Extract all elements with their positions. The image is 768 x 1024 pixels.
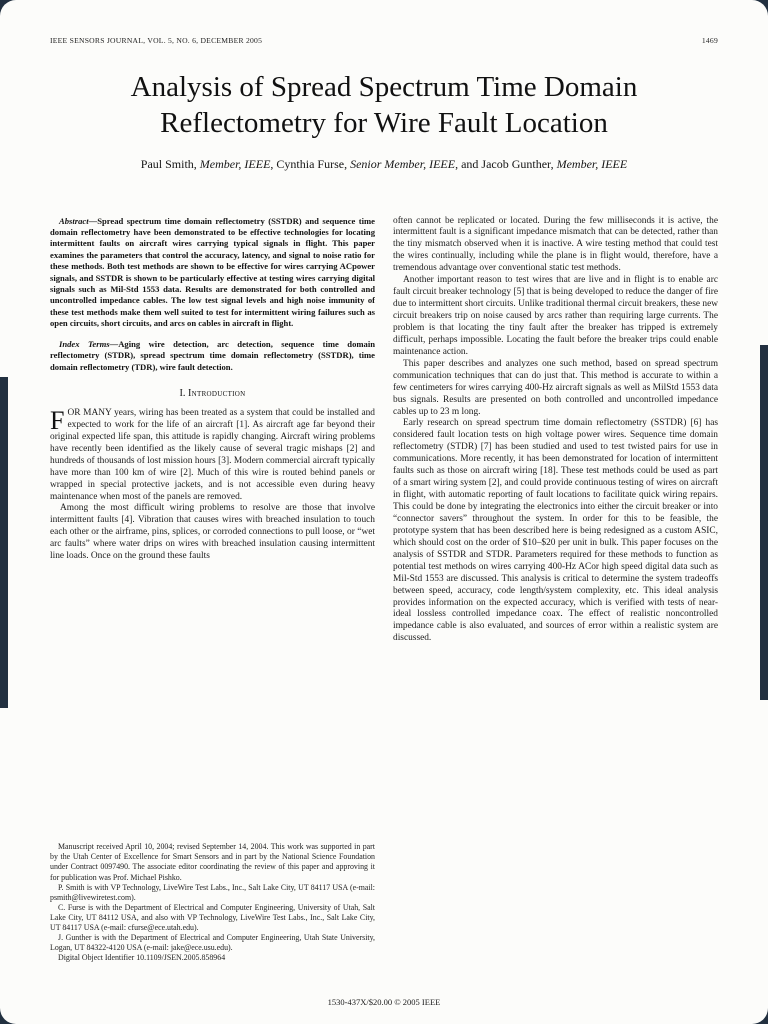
intro-paragraph-1: [50, 405, 375, 504]
author-role: Senior Member, IEEE: [350, 156, 456, 171]
page-number: 1469: [701, 36, 718, 45]
author-3: [481, 157, 627, 171]
page-header: [50, 36, 718, 45]
author-name: Jacob Gunther,: [481, 156, 557, 171]
author-role: Member, IEEE: [199, 156, 271, 171]
index-terms-text: Aging wire detection, arc detection, sequence time domain reflectometry (STDR), spread spectrum time domain reflectometry (SSTDR), time domain reflectometry (TDR), wire fault detection.: [50, 338, 375, 372]
section-title: Introduction: [187, 387, 246, 399]
copyright-notice: 1530-437X/$20.00 © 2005 IEEE: [327, 997, 441, 1007]
journal-line: IEEE SENSORS JOURNAL, VOL. 5, NO. 6, DECEMBER 2005: [50, 36, 263, 45]
section-heading-introduction: [50, 388, 375, 399]
intro-paragraph-2: Among the most difficult wiring problems to resolve are those that involve intermittent faults [4]. Vibration that causes wires with breached insulation to touch each other or the airframe, pins, splices, or corroded connections to pull loose, or “wet arc faults” where water drips on wires with breached insulation causing intermittent line loads. Once on the ground these faults: [50, 503, 375, 562]
author-separator: , and: [455, 156, 482, 171]
two-column-body: [50, 216, 718, 964]
footnote-author-smith: P. Smith is with VP Technology, LiveWire Test Labs., Inc., Salt Lake City, UT 84117 USA (e-mail: psmith@livewiretest.com).: [50, 882, 375, 902]
right-paragraph-3: This paper describes and analyzes one such method, based on spread spectrum communication techniques that can do just that. This method is accurate to within a few centimeters for wires carrying 400-Hz aircraft signals as well as MilStd 1553 data bus signals. Results are presented on both controlled and uncontrolled impedance cables up to 23 m long.: [393, 358, 718, 417]
abstract: [50, 216, 375, 330]
author-2: [276, 157, 481, 171]
right-paragraph-2: Another important reason to test wires that are live and in flight is to enable arc fault circuit breaker technology [5] that is being developed to reduce the danger of fire due to intermittent short circuits. Unlike traditional thermal circuit breakers, these new circuit breakers trip on noise caused by arcs rather than requiring large currents. The problem is that locating the tiny fault after the breaker has tripped is extremely difficult, perhaps impossible. Locating the fault before the breaker trips could enable maintenance action.: [393, 275, 718, 357]
author-name: Cynthia Furse,: [276, 156, 351, 171]
dropcap-letter: F: [50, 405, 65, 435]
author-line: [50, 157, 718, 172]
right-paragraph-1: often cannot be replicated or located. During the few milliseconds it is active, the intermittent fault is a significant impedance mismatch that can be detected, rather than the tiny mismatch observed when it is inactive. A wire testing method that could test the wires continually, including while the plane is in flight would, therefore, have a tremendous advantage over conventional static test methods.: [393, 215, 718, 274]
author-separator: ,: [270, 156, 277, 171]
paper-title: Analysis of Spread Spectrum Time Domain Reflectometry for Wire Fault Location: [130, 71, 638, 140]
author-1: [141, 157, 277, 171]
footnote-block: [50, 828, 375, 963]
page-footer: [0, 997, 768, 1007]
intro-paragraph-1-text: years, wiring has been treated as a system that could be installed and expected to work for the life of an aircraft [1]. As aircraft age far beyond their original expected life span, this attitude is rapidly changing. Aircraft wiring problems have recently been identified as the likely cause of several tragic mishaps [2] and hundreds of thousands of lost mission hours [3]. Modern commercial aircraft typically have more than 100 km of wire [2]. Much of this wire is routed behind panels or wrapped in special protective jackets, and is not accessible even during heavy maintenance when most of the panels are removed.: [50, 407, 375, 502]
right-paragraph-4: Early research on spread spectrum time domain reflectometry (SSTDR) [6] has considered fault location tests on high voltage power wires. Sequence time domain reflectometry (STDR) [7] has been studied and used to test twisted pairs for use in communications. More recently, it has been demonstrated for location of intermittent faults such as those on aircraft wiring [18]. These test methods could be used as part of a smart wiring system [2], and could provide continuous testing of wires on aircraft in flight, with automatic reporting of fault locations to facilitate quick wiring repairs. This could be done by integrating the electronics into either the circuit breaker or into “connector savers” throughout the system. In order for this to be feasible, the prototype system that has been described here is being redesigned as a custom ASIC, which should cost on the order of $10–$20 per unit in bulk. This paper focuses on the analysis of SSTDR and STDR. Parameters required for these methods to function as potential test methods on wires carrying 400-Hz ACor high speed digital data such as Mil-Std 1553 are discussed. This analysis is critical to determine the system tradeoffs between speed, accuracy, code length/system complexity, etc. This ideal analysis provides information on the expected accuracy, which is verified with tests of near-ideal lossless controlled impedance coax. The effect of realistic noncontrolled impedance cable is also evaluated, and sources of error within a realistic system are discussed.: [393, 418, 718, 644]
footnote-author-furse: C. Furse is with the Department of Electrical and Computer Engineering, University of Utah, Salt Lake City, UT 84112 USA, and also with VP Technology, LiveWire Test Labs., Inc., Salt Lake City, UT 84117 USA (e-mail: cfurse@ece.utah.edu).: [50, 902, 375, 933]
abstract-label: Abstract—: [59, 215, 98, 226]
author-role: Member, IEEE: [556, 156, 628, 171]
page-edge-artifact-left: [0, 377, 8, 708]
footnote-manuscript: Manuscript received April 10, 2004; revised September 14, 2004. This work was supported in part by the Utah Center of Excellence for Smart Sensors and in part by the National Science Foundation under Contract 0097490. The associate editor coordinating the review of this paper and approving it for publication was Prof. Michael Pishko.: [50, 842, 375, 882]
author-name: Paul Smith,: [140, 156, 200, 171]
intro-lead-words: OR MANY: [67, 407, 112, 418]
left-column: [50, 216, 375, 964]
footnote-author-gunther: J. Gunther is with the Department of Electrical and Computer Engineering, Utah State University, Logan, UT 84322-4120 USA (e-mail: jake@ece.usu.edu).: [50, 933, 375, 953]
index-terms: [50, 339, 375, 373]
abstract-text: Spread spectrum time domain reflectometry (SSTDR) and sequence time domain reflectometry have been demonstrated to be effective technologies for locating intermittent faults on aircraft wires carrying typical signals in flight. This paper examines the parameters that control the accuracy, latency, and signal to noise ratio for these methods. Both test methods are shown to be effective for wires carrying ACpower signals, and SSTDR is shown to be particularly effective at testing wires carrying digital signals such as Mil-Std 1553 data. Results are demonstrated for both controlled and uncontrolled impedance cables. The low test signal levels and high noise immunity of these test methods make them well suited to test for intermittent wiring failures such as open circuits, short circuits, and arcs on cables in aircraft in flight.: [50, 215, 375, 329]
index-terms-label: Index Terms—: [59, 338, 119, 349]
page-edge-artifact-right: [760, 345, 768, 700]
right-column: [393, 216, 718, 964]
section-number: I.: [179, 387, 186, 399]
doi-line: Digital Object Identifier 10.1109/JSEN.2005.858964: [58, 953, 226, 963]
